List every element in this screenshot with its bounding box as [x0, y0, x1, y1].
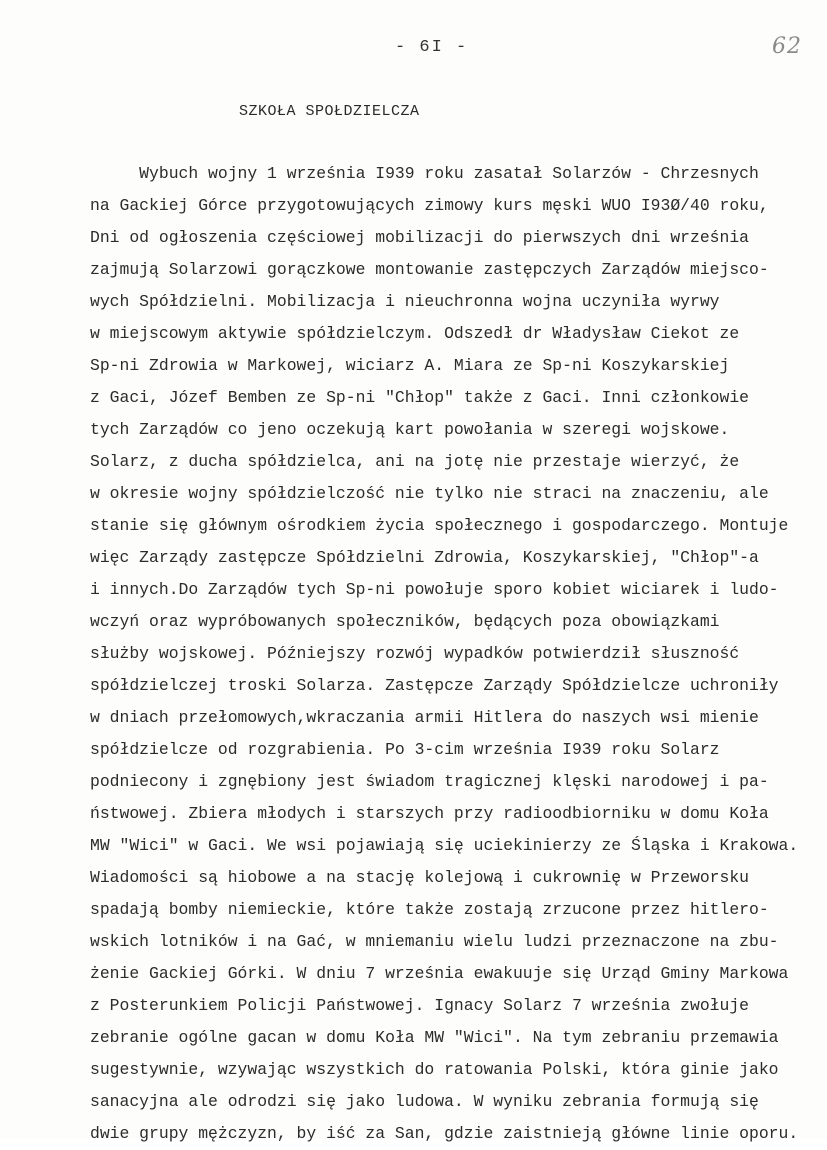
text-line: na Gackiej Górce przygotowujących zimowy kurs męski WUO I93Ø/40 roku, — [90, 196, 769, 215]
text-line: wych Spółdzielni. Mobilizacja i nieuchronna wojna uczyniła wyrwy — [90, 292, 720, 311]
text-line: i innych.Do Zarządów tych Sp-ni powołuje sporo kobiet wiciarek i ludo- — [90, 580, 779, 599]
text-line: ństwowej. Zbiera młodych i starszych przy radioodbiorniku w domu Koła — [90, 804, 769, 823]
text-line: spadają bomby niemieckie, które także zostają zrzucone przez hitlero- — [90, 900, 769, 919]
text-line: wczyń oraz wypróbowanych społeczników, będących poza obowiązkami — [90, 612, 720, 631]
text-line: Wybuch wojny 1 września I939 roku zasatał Solarzów - Chrzesnych — [90, 164, 759, 183]
text-line: dwie grupy mężczyzn, by iść za San, gdzie zaistnieją główne linie oporu. — [90, 1124, 799, 1143]
text-line: więc Zarządy zastępcze Spółdzielni Zdrowia, Koszykarskiej, "Chłop"-a — [90, 548, 759, 567]
text-line: Wiadomości są hiobowe a na stację kolejową i cukrownię w Przeworsku — [90, 868, 750, 887]
text-line: w dniach przełomowych,wkraczania armii Hitlera do naszych wsi mienie — [90, 708, 759, 727]
text-line: Sp-ni Zdrowia w Markowej, wiciarz A. Miara ze Sp-ni Koszykarskiej — [90, 356, 730, 375]
text-line: tych Zarządów co jeno oczekują kart powołania w szeregi wojskowe. — [90, 420, 730, 439]
text-line: spółdzielczej troski Solarza. Zastępcze Zarządy Spółdzielcze uchroniły — [90, 676, 779, 695]
text-line: spółdzielcze od rozgrabienia. Po 3-cim września I939 roku Solarz — [90, 740, 720, 759]
text-line: z Posterunkiem Policji Państwowej. Ignacy Solarz 7 września zwołuje — [90, 996, 750, 1015]
text-line: stanie się głównym ośrodkiem życia społecznego i gospodarczego. Montuje — [90, 516, 789, 535]
handwritten-page-number: 62 — [772, 34, 802, 59]
text-line: żenie Gackiej Górki. W dniu 7 września ewakuuje się Urząd Gminy Markowa — [90, 964, 789, 983]
text-line: w okresie wojny spółdzielczość nie tylko nie straci na znaczeniu, ale — [90, 484, 769, 503]
text-line: Solarz, z ducha spółdzielca, ani na jotę nie przestaje wierzyć, że — [90, 452, 740, 471]
text-line: sanacyjna ale odrodzi się jako ludowa. W wyniku zebrania formują się — [90, 1092, 759, 1111]
document-heading: SZKOŁA SPOŁDZIELCZA — [239, 103, 420, 120]
body-text — [90, 158, 820, 1150]
text-line: sugestywnie, wzywając wszystkich do ratowania Polski, która ginie jako — [90, 1060, 779, 1079]
text-line: w miejscowym aktywie spółdzielczym. Odszedł dr Władysław Ciekot ze — [90, 324, 740, 343]
text-line: Dni od ogłoszenia częściowej mobilizacji do pierwszych dni września — [90, 228, 750, 247]
text-line: zajmują Solarzowi gorączkowe montowanie zastępczych Zarządów miejsco- — [90, 260, 769, 279]
text-line: podniecony i zgnębiony jest świadom tragicznej klęski narodowej i pa- — [90, 772, 769, 791]
text-line: wskich lotników i na Gać, w mniemaniu wielu ludzi przeznaczone na zbu- — [90, 932, 779, 951]
text-line: zebranie ogólne gacan w domu Koła MW "Wici". Na tym zebraniu przemawia — [90, 1028, 779, 1047]
text-line: z Gaci, Józef Bemben ze Sp-ni "Chłop" także z Gaci. Inni członkowie — [90, 388, 750, 407]
text-line: MW "Wici" w Gaci. We wsi pojawiają się uciekinierzy ze Śląska i Krakowa. — [90, 836, 799, 855]
page-number: - 6I - — [395, 38, 469, 57]
text-line: służby wojskowej. Późniejszy rozwój wypadków potwierdził słuszność — [90, 644, 740, 663]
